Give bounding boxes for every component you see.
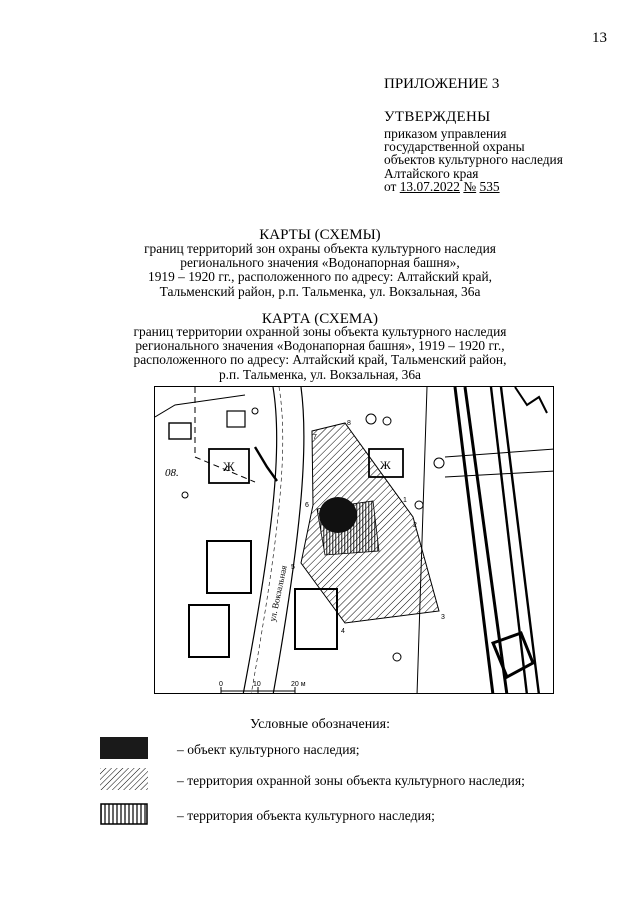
protection-zone-swatch (100, 768, 148, 790)
building (207, 541, 251, 593)
legend-title: Условные обозначения: (249, 717, 391, 732)
parcel-boundary (155, 395, 245, 417)
point-label: 8 (347, 420, 351, 427)
maps-subtitle-line: регионального значения «Водонапорная башня», (180, 255, 460, 271)
maps-subtitle (0, 242, 640, 299)
building (189, 605, 229, 657)
maps-title: КАРТЫ (СХЕМЫ) (259, 227, 381, 243)
order-line: государственной охраны (384, 139, 525, 155)
building-label: Ж (223, 459, 235, 474)
map-subtitle-line: границ территории охранной зоны объекта культурного наследия (133, 324, 507, 339)
point-label: 3 (441, 614, 445, 621)
point-label: 6 (305, 502, 309, 509)
tree-symbol (182, 492, 188, 498)
maps-subtitle-line: границ территорий зон охраны объекта культурного наследия (144, 241, 496, 256)
legend-item-text: – территория охранной зоны объекта культурного наследия; (177, 773, 525, 788)
fence-line (255, 447, 277, 481)
heritage-object (319, 497, 357, 533)
point-label: 7 (313, 434, 317, 441)
street-label: ул. Вокзальная (267, 564, 289, 623)
map-subtitle-line: р.п. Тальменка, ул. Вокзальная, 36а (218, 366, 421, 382)
street-centerline (251, 387, 283, 694)
building (169, 423, 191, 439)
order-number: 535 (479, 178, 500, 194)
site-map-drawing (155, 387, 554, 694)
page-number: 13 (592, 30, 607, 46)
order-prefix: от (384, 178, 397, 194)
building-label: Ж (380, 458, 391, 472)
order-no-sign: № (463, 178, 477, 194)
scale-label: 20 м (291, 681, 306, 688)
railway-structure (515, 387, 547, 413)
point-label: 1 (403, 497, 407, 504)
railway-track (501, 387, 539, 694)
tree-symbol (366, 414, 376, 424)
building (227, 411, 245, 427)
scale-label: 0 (219, 681, 223, 688)
order-date-line (384, 180, 563, 193)
order-line: приказом управления (384, 126, 507, 141)
tree-symbol (393, 653, 401, 661)
site-map (154, 386, 554, 694)
legend-item-heritage-territory (100, 803, 620, 829)
order-block (384, 127, 563, 193)
tree-symbol (434, 458, 444, 468)
tree-symbol (383, 417, 391, 425)
order-line: объектов культурного наследия (384, 152, 563, 168)
legend-item-protection-zone (100, 768, 620, 794)
approved-heading: УТВЕРЖДЕНЫ (384, 109, 491, 125)
tree-symbol (252, 408, 258, 414)
appendix-heading: ПРИЛОЖЕНИЕ 3 (384, 76, 500, 92)
tree-symbol (415, 501, 423, 509)
heritage-territory-swatch (100, 803, 148, 825)
heritage-object-swatch (100, 737, 148, 759)
order-line: Алтайского края (384, 165, 479, 181)
legend-item-text: – территория объекта культурного наследия; (177, 808, 435, 823)
map-subtitle-line: расположенного по адресу: Алтайский край, Тальменский район, (133, 352, 507, 368)
map-subtitle-line: регионального значения «Водонапорная башня», 1919 – 1920 гг., (135, 338, 505, 354)
railway-structure (493, 633, 533, 677)
maps-subtitle-line: 1919 – 1920 гг., расположенного по адресу: Алтайский край, (148, 269, 492, 285)
map-title: КАРТА (СХЕМА) (261, 311, 379, 327)
crossing-line (445, 471, 554, 477)
point-label: 4 (341, 628, 345, 635)
point-label: 2 (413, 522, 417, 529)
legend-item-heritage-object (100, 737, 620, 763)
order-date: 13.07.2022 (399, 178, 460, 194)
street-edge-right (273, 387, 304, 694)
scale-label: 10 (253, 681, 261, 688)
maps-subtitle-line: Тальменский район, р.п. Тальменка, ул. Вокзальная, 36а (159, 283, 481, 299)
point-label: 5 (291, 564, 295, 571)
legend-item-text: – объект культурного наследия; (177, 742, 360, 757)
map-subtitle (0, 325, 640, 382)
area-label: 08. (165, 467, 179, 479)
